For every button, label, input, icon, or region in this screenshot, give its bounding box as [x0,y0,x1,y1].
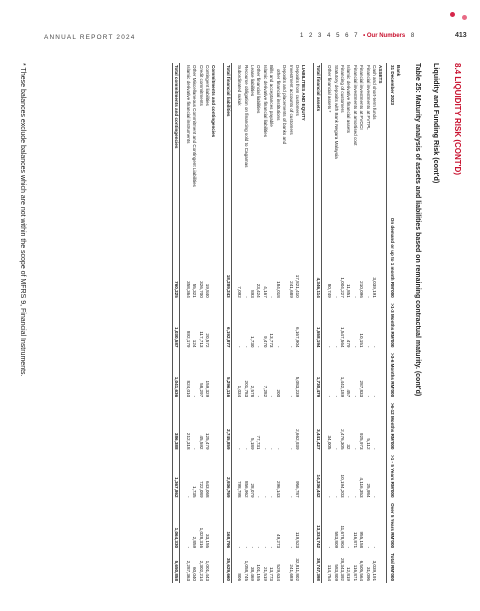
value-cell: 2,936,769 [224,452,231,500]
nav-item[interactable]: 3 [318,33,322,39]
value-cell: - [243,546,249,549]
section-heading: LIABILITIES AND EQUITY [301,65,307,121]
value-cell: 13,773 [269,333,275,348]
value-cell: 1,058,745 [243,560,249,581]
value-cell: - [275,447,281,450]
value-cell: 1,041,636 [173,349,180,399]
table-row [184,63,190,583]
nav-item[interactable]: 6 [345,33,349,39]
nav-item[interactable]: 4 [327,33,331,39]
value-cell: - [269,447,275,450]
column-header: Total RM'000 [387,550,401,583]
value-cell: 529,634 [275,564,281,581]
row-label: Financial investments at amortised cost [352,65,358,146]
value-cell: 583,809 [333,564,339,581]
value-cell: 125,479 [205,432,211,450]
value-cell: - [237,345,243,348]
value-cell: - [243,296,249,298]
value-cell: 760,225 [173,213,180,300]
nav-item[interactable]: 1 [300,33,304,39]
report-title: ANNUAL REPORT 2024 [44,34,136,41]
table-row [339,63,345,583]
column-header: On demand or up to 1 month RM'000 [387,213,401,300]
value-cell: 5,083,239 [294,376,300,398]
row-label: Deposits from customers [294,65,300,116]
value-cell: 1,030,587 [173,300,180,350]
value-cell: - [352,395,358,398]
row-label: Cash and short-term funds [372,65,377,120]
total-row [314,63,321,583]
table-row [242,63,248,583]
date-label: 31 December 2023 [390,65,396,106]
column-header: Over 5 Years RM'000 [387,500,401,551]
value-cell: 77,731 [256,435,262,450]
value-cell: 7,282 [262,385,268,398]
value-cell: - [262,496,268,498]
value-cell: - [288,395,294,398]
row-label: Lease liabilities [250,65,256,97]
value-cell: 21,519 [262,566,268,581]
value-cell: 60,040 [192,566,198,581]
value-cell: 116,871 [352,564,358,581]
column-header: >3-6 Months RM'000 [387,349,401,399]
value-cell: 6,192,877 [224,300,231,350]
spacer-cell [321,63,326,583]
value-cell: 856,962 [243,480,249,498]
row-label: Deposits and placements of banks and [282,65,288,145]
section-heading: Commitments and contingencies [211,65,217,138]
value-cell: - [352,496,358,498]
value-cell: 2,578 [250,385,256,398]
value-cell: 583,809 [333,531,339,549]
bank-label: Bank [396,65,401,77]
value-cell: - [327,345,333,348]
value-cell: 13,334,742 [314,500,321,551]
value-cell: 956,787 [294,480,300,498]
value-cell: 5,650,858 [173,550,180,583]
value-cell: 23,424 [256,283,262,298]
value-cell: - [192,447,198,450]
value-cell: 1,034 [237,385,243,398]
value-cell: - [243,345,249,348]
value-cell: 2,302,214 [198,560,204,581]
value-cell: 3,039,191 [372,277,377,298]
row-label: other financial institutions [275,65,281,121]
value-cell: - [352,345,358,348]
value-cell: 114,754 [327,564,333,581]
value-cell: 49,273 [275,534,281,549]
section-heading-row [300,63,309,583]
page-navigation [300,33,418,39]
nav-item[interactable]: 7 [354,33,358,39]
spacer-row [309,63,314,583]
value-cell: - [333,296,339,298]
row-label: Financing of customers [339,65,345,113]
value-cell: 4,116,353 [359,477,365,498]
value-cell: - [365,296,371,298]
value-cell: - [365,546,371,549]
value-cell: 117,713 [198,331,204,348]
value-cell: 5,112 [365,438,371,450]
spacer-cell [219,63,224,583]
value-cell: - [288,496,294,498]
value-cell: 1,004,227 [339,277,345,298]
value-cell: 1,028,316 [198,527,204,549]
value-cell: - [192,395,198,398]
value-cell: - [237,546,243,549]
table-row [332,63,338,583]
value-cell: 892,179 [185,330,191,348]
row-label: Subordinated sukuk [237,65,243,106]
section-heading: ASSETS [378,65,384,84]
row-label: Total financial assets [314,63,321,213]
value-cell: 10,194,203 [339,474,345,498]
value-cell: - [372,496,377,498]
value-cell: 35,629,660 [224,550,231,583]
value-cell: 386,388 [173,399,180,451]
value-cell: 1,730 [250,335,256,348]
row-label: Bills and acceptances payable [269,65,275,127]
value-cell: 241,689 [288,281,294,298]
row-label: Islamic derivative financial assets [346,65,352,133]
value-cell: 19,840 [205,283,211,298]
table-row [351,63,357,583]
value-cell: 124 [192,339,198,348]
value-cell: - [243,447,249,450]
row-label: Contingent liabilities [205,65,211,106]
row-label: Other Miscellaneous Commitment and Contingent Liabilities [192,65,198,187]
value-cell: 9,470 [262,335,268,348]
value-cell: 296,143 [275,480,281,498]
value-cell: - [333,496,339,498]
row-label: Credit commitments [198,65,204,106]
value-cell: 722,089 [198,480,204,498]
column-header: >1-3 Months RM'000 [387,300,401,350]
value-cell: 241,689 [288,564,294,581]
value-cell: 201,783 [243,380,249,398]
spacer-cell [231,63,236,583]
value-cell: - [262,546,268,549]
value-cell: 17,821,410 [294,274,300,298]
value-cell: 34,005 [327,435,333,450]
value-cell: - [269,395,275,398]
value-cell: 3,039,191 [372,560,377,581]
value-cell: 1,064,330 [173,500,180,551]
value-cell: 643,068 [205,480,211,498]
value-cell [281,399,287,451]
section-heading-row [210,63,219,583]
value-cell: - [256,345,262,348]
value-cell: 31,096 [365,566,371,581]
value-cell: - [372,395,377,398]
value-cell: - [269,496,275,498]
nav-item[interactable]: 2 [309,33,313,39]
value-cell: 1,547,564 [339,327,345,348]
table-row [268,63,274,583]
total-row [224,63,231,583]
value-cell: 20,572 [205,333,211,348]
spacer-row [321,63,326,583]
nav-item-current[interactable]: • Our Numbers [363,33,406,39]
value-cell: - [327,395,333,398]
value-cell: 11,678,904 [339,525,345,549]
value-cell: 1,001,443 [205,560,211,581]
footnote: * These balances exclude balances which are not within the scope of MFRS 9, Financial Instruments. [19,63,26,377]
page-header [0,0,480,62]
value-cell: - [288,447,294,450]
value-cell: 806 [237,573,243,581]
value-cell: - [256,496,262,498]
value-cell [281,349,287,399]
value-cell [281,300,287,350]
value-cell: - [365,345,371,348]
table-title: Table 25: Maturity analysis of assets and liabilities based on remaining contractual maturity. (cont'd) [414,63,421,397]
value-cell: 80,749 [327,283,333,298]
value-cell: 1,442,189 [339,376,345,398]
brand-dots-icon [450,12,470,22]
value-cell: 1,558,194 [314,300,321,350]
value-cell: - [185,546,191,549]
value-cell: 212,318 [185,432,191,450]
value-cell: 58,297 [198,383,204,398]
value-cell: 101,155 [256,564,262,581]
value-cell: - [185,496,191,498]
value-cell: 45,592 [198,435,204,450]
value-cell: - [333,345,339,348]
value-cell: 925,973 [359,432,365,450]
table-row [274,63,280,583]
value-cell: - [352,447,358,450]
value-cell: 159,329 [205,380,211,398]
value-cell: - [237,447,243,450]
table-row [255,63,261,583]
table-row [191,63,197,583]
value-cell: 7,092 [237,286,243,298]
value-cell: - [288,546,294,549]
table-row [287,63,293,583]
row-label: Other financial assets * [327,65,333,113]
section-heading-row [377,63,387,583]
value-cell: 200 [275,389,281,398]
value-cell: 11,851 [346,284,352,298]
value-cell: 5,189 [250,438,256,450]
value-cell: 4,346,114 [314,213,321,300]
table-row [294,63,300,583]
value-cell: - [333,447,339,450]
value-cell: 287,833 [359,380,365,398]
row-label: Islamic derivative financial liabilities [262,65,268,137]
value-cell: 824,010 [185,380,191,398]
value-cell: 5,296,116 [224,349,231,399]
section-subtitle: Liquidity and Funding Risk (cont'd) [432,63,441,184]
value-cell: 326,700 [198,281,204,298]
value-cell: 955,158 [359,531,365,549]
value-cell: 12,819 [346,566,352,581]
value-cell: 2,476,305 [339,429,345,450]
column-header: >1 - 5 Years RM'000 [387,452,401,500]
value-cell: 55,321 [192,283,198,298]
table-row [281,63,287,583]
row-label: Statutory deposits with Bank Negara Malaysia [333,65,339,159]
value-cell: - [275,345,281,348]
value-cell: - [327,496,333,498]
value-cell: 25,984 [365,483,371,498]
value-cell: 893 [250,290,256,298]
value-cell: - [288,345,294,348]
value-cell: 358,364 [185,281,191,298]
value-cell: 33,155 [205,534,211,549]
value-cell: 119,523 [294,531,300,549]
value-cell: - [269,546,275,549]
row-label: Financial investments at FVOCI [359,65,365,130]
nav-item[interactable]: 5 [336,33,340,39]
table-body [173,63,387,583]
value-cell: 13,773 [269,566,275,581]
value-cell: 2,745,859 [224,399,231,451]
value-cell: - [352,296,358,298]
value-cell: - [333,395,339,398]
value-cell: 38,469 [250,566,256,581]
row-label: Financial investments at FVTPL [365,65,371,130]
value-cell: - [327,546,333,549]
row-label: Recourse obligation on financing sold to Cagamas [243,65,249,168]
row-label: Other financial liabilities [256,65,262,114]
spacer-row [231,63,236,583]
value-cell: 2,859 [192,536,198,549]
table-row [262,63,268,583]
page-number: 413 [455,32,467,39]
value-cell: - [346,496,352,498]
value-cell: - [372,546,377,549]
value-cell: - [256,546,262,549]
nav-item[interactable]: 8 [410,33,415,39]
table-row [371,63,377,583]
value-cell: 6,167,904 [294,327,300,348]
value-cell: 3,441,427 [314,399,321,451]
value-cell: 14,336,442 [314,452,321,500]
value-cell: - [250,546,256,549]
value-cell: 28,343,392 [339,558,345,581]
value-cell: 2,662,939 [294,429,300,450]
value-cell: - [372,345,377,348]
value-cell [281,452,287,500]
maturity-table [172,63,401,583]
value-cell: 1,735 [192,486,198,498]
rotated-content [8,63,463,593]
value-cell: 2,287,363 [185,560,191,581]
header-bank [387,63,401,213]
value-cell: - [262,447,268,450]
spacer-cell [309,63,314,583]
value-cell: 184,018 [275,281,281,298]
row-label: Total commitments and contingencies [173,63,180,213]
value-cell: 116,871 [352,531,358,549]
value-cell: - [365,395,371,398]
value-cell: - [372,447,377,450]
value-cell: 32 [346,444,352,450]
value-cell: 18,289,243 [224,213,231,300]
value-cell: - [269,296,275,298]
table-header-row [387,63,401,583]
table-row [364,63,370,583]
value-cell: 6,505,564 [359,560,365,581]
table-row [197,63,203,583]
row-label: Islamic derivative financial instruments [185,65,191,144]
value-cell: 32,811,802 [294,558,300,581]
spacer-row [219,63,224,583]
value-cell: 210,096 [359,281,365,298]
value-cell: 10,151 [359,333,365,348]
value-cell: 28,079 [250,483,256,498]
value-cell: 4,167 [262,286,268,298]
value-cell: 1,730,479 [314,349,321,399]
row-label: Total financial liabilities [224,63,231,213]
table-row [204,63,210,583]
value-cell: - [346,546,352,549]
table-row [249,63,255,583]
value-cell: 798,798 [237,480,243,498]
value-cell: 479 [346,339,352,348]
value-cell [281,500,287,551]
table-row [358,63,364,583]
value-cell: 38,747,398 [314,550,321,583]
value-cell: 1,367,862 [173,452,180,500]
total-row [173,63,180,583]
row-label: Investment accounts of customers [288,65,294,135]
value-cell: - [256,395,262,398]
column-header: >6-12 Months RM'000 [387,399,401,451]
section-title: 8.4 LIQUIDITY RISK (CONT'D) [453,63,462,175]
value-cell: 457 [346,389,352,398]
value-cell: 168,796 [224,500,231,551]
